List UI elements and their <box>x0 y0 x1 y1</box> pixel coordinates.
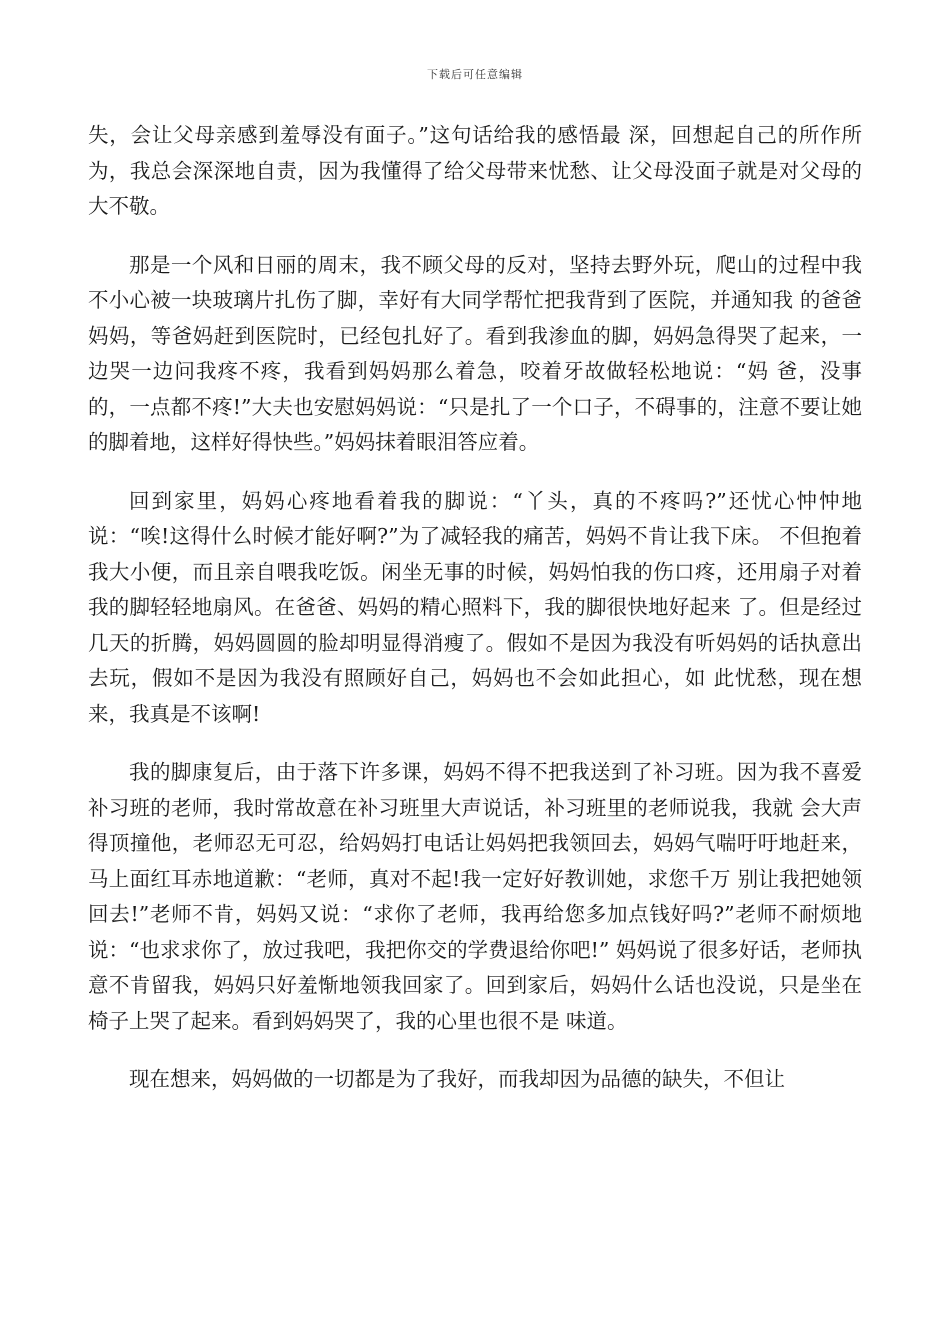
paragraph-4: 我的脚康复后，由于落下许多课，妈妈不得不把我送到了补习班。因为我不喜爱补习班的老师，我时常故意在补习班里大声说话，补习班里的老师说我，我就 会大声得顶撞他，老师忍无可忍，给妈妈打电话让妈妈把我领回去，妈妈气喘吁吁地赶来，马上面红耳赤地道歉：“老师，真对不起!我一定好好教训她，求您千万 别让我把她领回去!”老师不肯，妈妈又说：“求你了老师，我再给您多加点钱好吗?”老师不耐烦地说：“也求求你了，放过我吧，我把你交的学费退给你吧!” 妈妈说了很多好话，老师执意不肯留我，妈妈只好羞惭地领我回家了。回到家后，妈妈什么话也没说，只是坐在椅子上哭了起来。看到妈妈哭了，我的心里也很不是 味道。 <box>88 760 862 1033</box>
paragraph-1: 失，会让父母亲感到羞辱没有面子。”这句话给我的感悟最 深，回想起自己的所作所为，我总会深深地自责，因为我懂得了给父母带来忧愁、让父母没面子就是对父母的大不敬。 <box>88 123 862 218</box>
paragraph-3: 回到家里，妈妈心疼地看着我的脚说：“丫头，真的不疼吗?”还忧心忡忡地说：“唉!这得什么时候才能好啊?”为了减轻我的痛苦，妈妈不肯让我下床。 不但抱着我大小便，而且亲自喂我吃饭。闲坐无事的时候，妈妈怕我的伤口疼，还用扇子对着我的脚轻轻地扇风。在爸爸、妈妈的精心照料下，我的脚很快地好起来 了。但是经过几天的折腾，妈妈圆圆的脸却明显得消瘦了。假如不是因为我没有听妈妈的话执意出去玩，假如不是因为我没有照顾好自己，妈妈也不会如此担心，如 此忧愁，现在想来，我真是不该啊! <box>88 488 862 726</box>
page-header: 下载后可任意编辑 <box>427 68 523 81</box>
paragraph-5: 现在想来，妈妈做的一切都是为了我好，而我却因为品德的缺失，不但让 <box>129 1067 785 1091</box>
document-body <box>88 118 862 1121</box>
paragraph-2: 那是一个风和日丽的周末，我不顾父母的反对，坚持去野外玩，爬山的过程中我不小心被一块玻璃片扎伤了脚，幸好有大同学帮忙把我背到了医院，并通知我 的爸爸妈妈，等爸妈赶到医院时，已经包扎好了。看到我渗血的脚，妈妈急得哭了起来，一边哭一边问我疼不疼，我看到妈妈那么着急，咬着牙故做轻松地说：“妈 爸，没事的，一点都不疼!”大夫也安慰妈妈说：“只是扎了一个口子，不碍事的，注意不要让她的脚着地，这样好得快些。”妈妈抹着眼泪答应着。 <box>88 252 862 454</box>
